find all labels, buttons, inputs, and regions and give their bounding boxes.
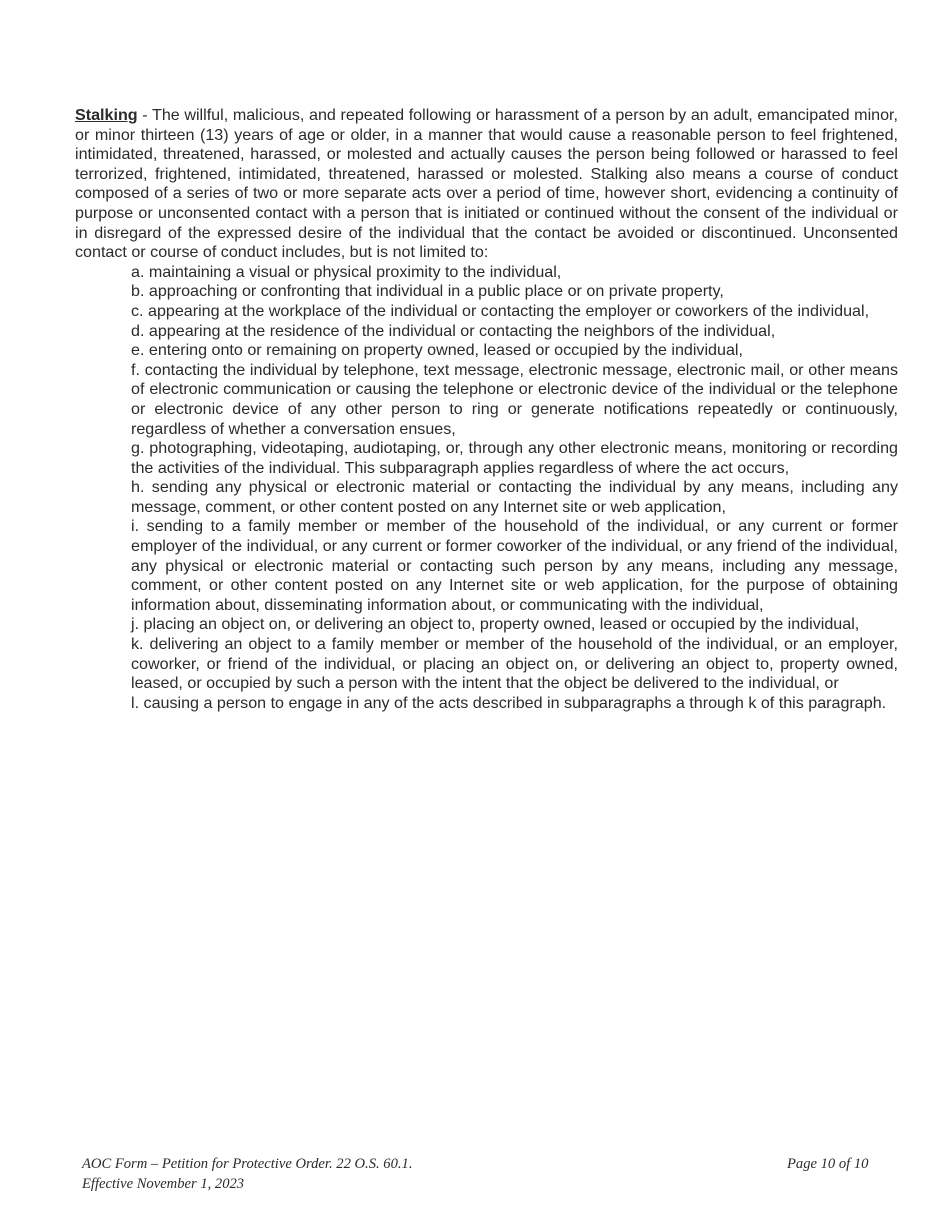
list-item-e: e. entering onto or remaining on property owned, leased or occupied by the individual, <box>131 341 743 360</box>
list-item-h: h. sending any physical or electronic material or contacting the individual by any means, including any message, comment, or other content posted on any Internet site or web application, <box>131 478 898 516</box>
definition-body: The willful, malicious, and repeated following or harassment of a person by an adult, emancipated minor, or minor thirteen (13) years of age or older, in a manner that would cause a reasonable person to feel frightened, intimidated, threatened, harassed, or molested and actually causes the person being followed or harassed to feel terrorized, frightened, intimidated, threatened, harassed or molested. Stalking also means a course of conduct composed of a series of two or more separate acts over a period of time, however short, evidencing a continuity of purpose or unconsented contact with a person that is initiated or continued without the consent of the individual or in disregard of the expressed desire of the individual that the contact be avoided or discontinued. Unconsented contact or course of conduct includes, but is not limited to: <box>75 106 899 262</box>
list-item-g: g. photographing, videotaping, audiotaping, or, through any other electronic means, monitoring or recording the activities of the individual. This subparagraph applies regardless of where the act occurs, <box>131 439 898 477</box>
footer-page-number <box>787 1154 868 1174</box>
definition-section <box>75 106 898 713</box>
list-item-i: i. sending to a family member or member of the household of the individual, or any current or former employer of the individual, or any current or former coworker of the individual, or any friend of the individual, any physical or electronic material or contacting such person by any means, including any message, comment, or other content posted on any Internet site or web application, for the purpose of obtaining information about, disseminating information about, or communicating with the individual, <box>131 517 898 614</box>
footer-effective-date: Effective November 1, 2023 <box>82 1176 245 1192</box>
list-item-j: j. placing an object on, or delivering an object to, property owned, leased or occupied by the individual, <box>131 615 860 634</box>
definition-paragraph <box>75 106 898 263</box>
list-item-c: c. appearing at the workplace of the individual or contacting the employer or coworkers of the individual, <box>131 301 870 320</box>
list-item-f: f. contacting the individual by telephone, text message, electronic message, electronic mail, or other means of electronic communication or causing the telephone or electronic device of the individual or the telephone or electronic device of any other person to ring or generate notifications repeatedly or continuously, regardless of whether a conversation ensues, <box>131 360 898 438</box>
footer-form-name: AOC Form – Petition for Protective Order. 22 O.S. 60.1. <box>82 1156 413 1172</box>
definition-separator: - <box>137 106 152 124</box>
footer-form-info <box>82 1154 412 1194</box>
list-item-l: l. causing a person to engage in any of the acts described in subparagraphs a through k of this paragraph. <box>131 693 887 712</box>
list-item-a: a. maintaining a visual or physical proximity to the individual, <box>131 262 562 281</box>
page-number: Page 10 of 10 <box>787 1156 869 1172</box>
list-item-k: k. delivering an object to a family member or member of the household of the individual, or an employer, coworker, or friend of the individual, or placing an object on, or delivering an object to, property owned, leased, or occupied by such a person with the intent that the object be delivered to the individual, or <box>131 635 898 693</box>
conduct-list <box>75 263 898 714</box>
list-item-b: b. approaching or confronting that individual in a public place or on private property, <box>131 282 724 301</box>
list-item-d: d. appearing at the residence of the individual or contacting the neighbors of the individual, <box>131 321 776 340</box>
definition-term: Stalking <box>75 106 138 124</box>
